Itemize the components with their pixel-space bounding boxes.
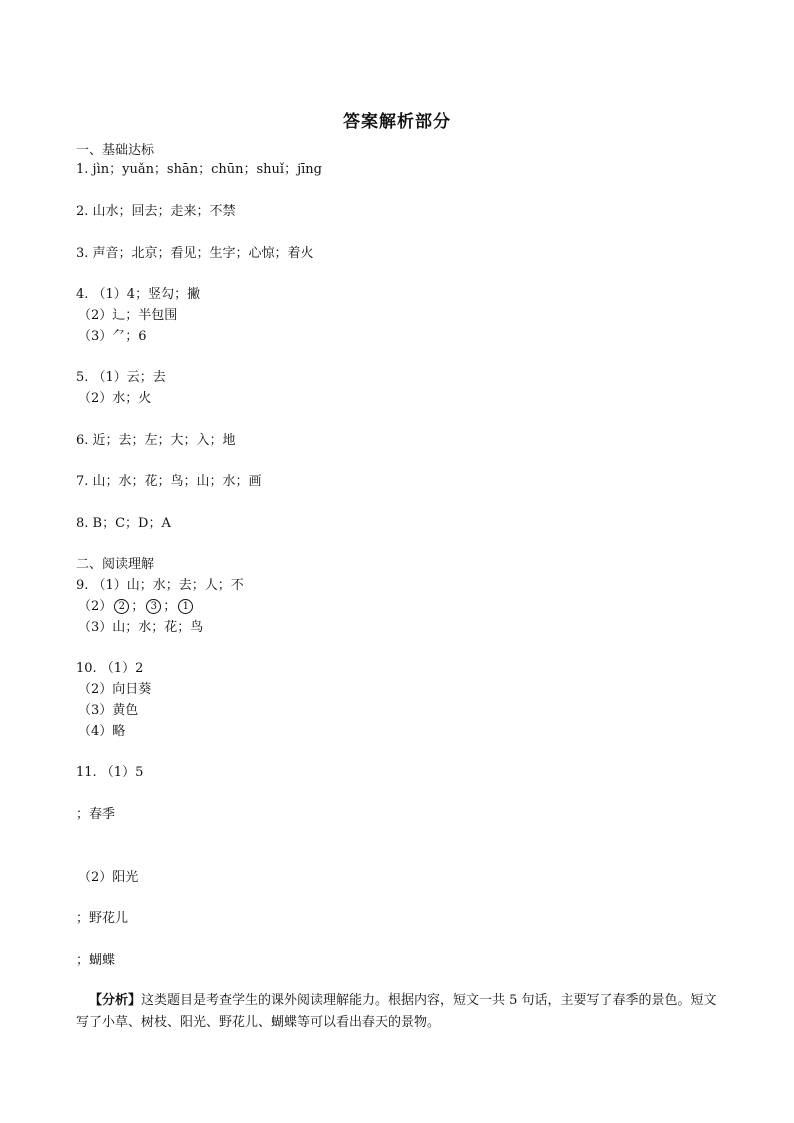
- answer-8: 8. B；C；D；A: [76, 516, 171, 531]
- analysis-label: 【分析】: [89, 993, 142, 1008]
- section-reading-heading: 二、阅读理解: [76, 557, 155, 572]
- answer-10-part2: （2）向日葵: [78, 682, 152, 697]
- answer-4-part1: 4. （1）4；竖勾；撇: [76, 287, 201, 302]
- analysis-paragraph: [76, 990, 726, 1034]
- circled-number-b: 3: [146, 599, 161, 614]
- answer-10-part1: 10. （1）2: [76, 661, 144, 676]
- answer-10-part4: （4）略: [78, 724, 126, 739]
- circled-number-c: 1: [178, 599, 193, 614]
- answer-1: 1. jìn；yuǎn；shān；chūn；shuǐ；jīng: [76, 162, 322, 177]
- answer-5-part1: 5. （1）云；去: [76, 370, 166, 385]
- answer-6: 6. 近；去；左；大；入；地: [76, 433, 236, 448]
- answer-7: 7. 山；水；花；鸟；山；水；画: [76, 474, 262, 489]
- answer-10-part3: （3）黄色: [78, 703, 139, 718]
- answer-11-part2-b: ；野花儿: [76, 911, 129, 926]
- answer-3: 3. 声音；北京；看见；生字；心惊；着火: [76, 246, 314, 261]
- analysis-text: 这类题目是考查学生的课外阅读理解能力。根据内容，短文一共 5 句话，主要写了春季的景色。短文写了小草、树枝、阳光、野花儿、蝴蝶等可以看出春天的景物。: [76, 993, 717, 1030]
- answer-4-part2: （2）辶；半包围: [78, 308, 178, 323]
- answer-9-part1: 9. （1）山；水；去；人；不: [76, 578, 244, 593]
- answer-11-part1: 11. （1）5: [76, 765, 144, 780]
- answer-4-part3: （3）⺈；6: [78, 329, 147, 344]
- answer-5-part2: （2）水；火: [78, 391, 152, 406]
- answer-2: 2. 山水；回去；走来；不禁: [76, 204, 236, 219]
- answer-9-part3: （3）山；水；花；鸟: [78, 620, 204, 635]
- answer-9-part2: （2） 2 ； 3 ； 1: [78, 598, 195, 616]
- answer-11-part2-c: ；蝴蝶: [76, 953, 116, 968]
- section-basic-heading: 一、基础达标: [76, 143, 155, 158]
- answer-9-part2-prefix: （2）: [78, 599, 113, 614]
- page-title: 答案解析部分: [343, 112, 451, 132]
- answer-11-part2: （2）阳光: [78, 870, 139, 885]
- answer-11-part1-b: ；春季: [76, 807, 116, 822]
- circled-number-a: 2: [114, 599, 129, 614]
